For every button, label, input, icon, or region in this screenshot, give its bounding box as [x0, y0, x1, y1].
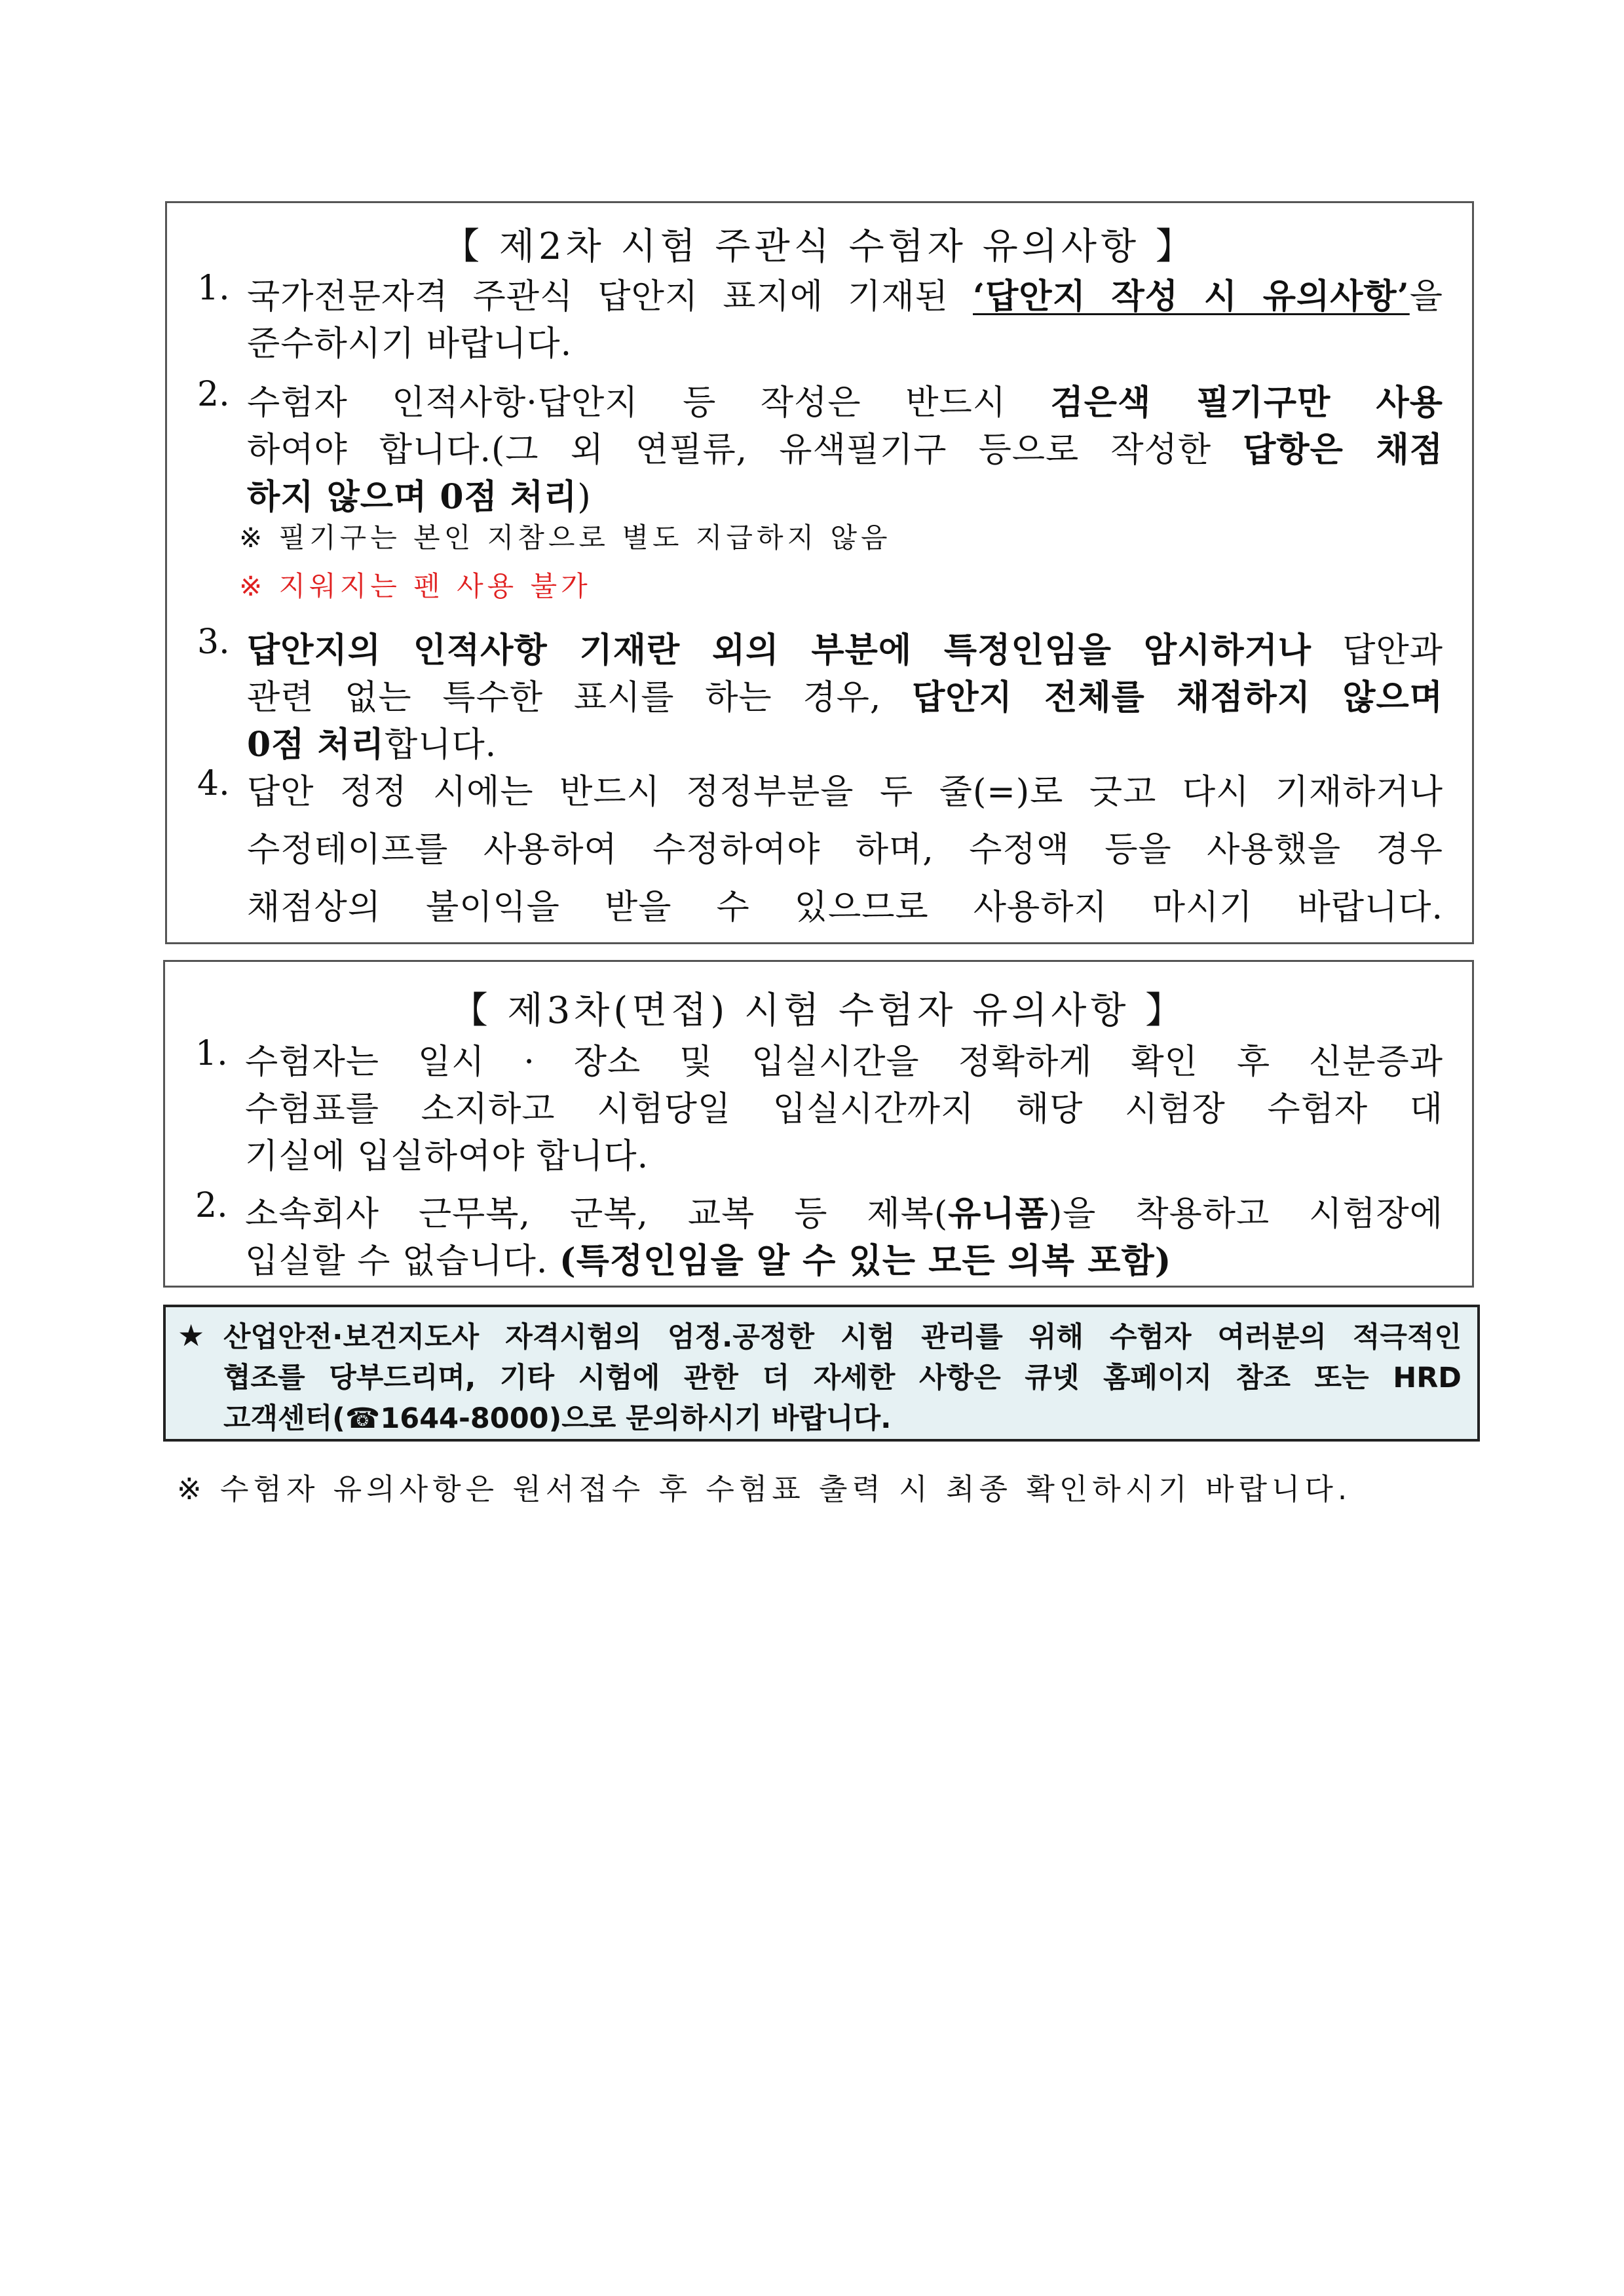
text-run: 수정테이프를 사용하여 수정하여야 하며, 수정액 등을 사용했을 경우	[247, 830, 1443, 870]
notice-line: 산업안전·보건지도사 자격시험의 엄정.공정한 시험 관리를 위해 수험자 여러분의 적극적인	[223, 1321, 1462, 1354]
text-run: 관련 없는 특수한 표시를 하는 경우,	[247, 678, 913, 718]
text-run: 0점 처리	[247, 725, 385, 765]
item-line	[247, 269, 1443, 315]
text-run: 답안지의 인적사항 기재란 외의 부분에 특정인임을 암시하거나	[247, 630, 1312, 670]
text-run: ‘답안지 작성 시 유의사항’	[973, 277, 1410, 316]
item-number: 1.	[197, 269, 230, 308]
note-pen-supply: ※ 필기구는 본인 지참으로 별도 지급하지 않음	[239, 522, 892, 554]
item-number: 1.	[195, 1034, 228, 1073]
item-line	[245, 1186, 1443, 1232]
item-line	[247, 764, 1443, 810]
text-run: 채점상의 불이익을 받을 수 있으므로 사용하지 마시기 바랍니다.	[247, 888, 1443, 927]
item-line	[247, 717, 1443, 763]
text-run: 하지 않으며 0점 처리	[247, 477, 578, 517]
text-run: )을 착용하고 시험장에	[1048, 1195, 1443, 1234]
item-line	[247, 422, 1443, 468]
section3-title: 【 제3차(면접) 시험 수험자 유의사항 】	[451, 989, 1186, 1032]
text-run: 답안지 전체를 채점하지 않으며	[912, 678, 1443, 718]
item-line	[247, 316, 1443, 362]
text-run: 을	[1409, 277, 1443, 316]
notice-line: 협조를 당부드리며, 기타 시험에 관한 더 자세한 사항은 큐넷 홈페이지 참조 또는 HRD	[223, 1362, 1462, 1394]
notice-box	[163, 1305, 1480, 1442]
item-number: 4.	[197, 764, 230, 803]
text-run: 수험자는 일시 · 장소 및 입실시간을 정확하게 확인 후 신분증과	[245, 1043, 1443, 1082]
text-run: 답항은 채점	[1243, 430, 1444, 470]
section2-box	[165, 201, 1474, 944]
item-line	[245, 1128, 1443, 1174]
item-line	[247, 670, 1443, 716]
footer-note: ※ 수험자 유의사항은 원서접수 후 수험표 출력 시 최종 확인하시기 바랍니다.	[177, 1472, 1352, 1506]
text-run: 입실할 수 없습니다.	[245, 1242, 559, 1281]
text-run: 답안과	[1312, 631, 1444, 670]
text-run: 수험자 인적사항·답안지 등 작성은 반드시	[247, 383, 1051, 423]
text-run: 답안 정정 시에는 반드시 정정부분을 두 줄(=)로 긋고 다시 기재하거나	[247, 773, 1443, 812]
item-number: 2.	[197, 375, 230, 414]
star-icon: ★	[178, 1318, 205, 1353]
text-run: 유니폼	[948, 1194, 1049, 1234]
text-run: 국가전문자격 주관식 답안지 표지에 기재된	[247, 277, 973, 316]
text-run: 준수하시기 바랍니다.	[247, 324, 573, 364]
item-line	[247, 469, 1443, 515]
item-line	[245, 1233, 1443, 1279]
text-run: 기실에 입실하여야 합니다.	[245, 1137, 649, 1176]
note-erasable-pen: ※ 지워지는 펜 사용 불가	[239, 570, 592, 602]
text-run: )	[577, 478, 592, 517]
text-run: (특정인임을 알 수 있는 모든 의복 포함)	[559, 1241, 1172, 1281]
section2-title: 【 제2차 시험 주관식 수험자 유의사항 】	[443, 225, 1196, 268]
item-number: 3.	[197, 622, 230, 662]
text-run: 소속회사 근무복, 군복, 교복 등 제복(	[245, 1195, 949, 1234]
item-line	[245, 1081, 1443, 1127]
item-line	[247, 822, 1443, 868]
item-line	[245, 1034, 1443, 1080]
text-run: 하여야 합니다.(그 외 연필류, 유색필기구 등으로 작성한	[247, 430, 1243, 470]
item-line	[247, 879, 1443, 925]
notice-line: 고객센터(☎1644-8000)으로 문의하시기 바랍니다.	[223, 1402, 892, 1435]
item-number: 2.	[195, 1186, 228, 1225]
item-line	[247, 622, 1443, 668]
section3-box	[163, 960, 1474, 1288]
text-run: 수험표를 소지하고 시험당일 입실시간까지 해당 시험장 수험자 대	[245, 1090, 1443, 1129]
text-run: 검은색 필기구만 사용	[1050, 383, 1444, 423]
item-line	[247, 375, 1443, 421]
text-run: 합니다.	[384, 725, 497, 765]
